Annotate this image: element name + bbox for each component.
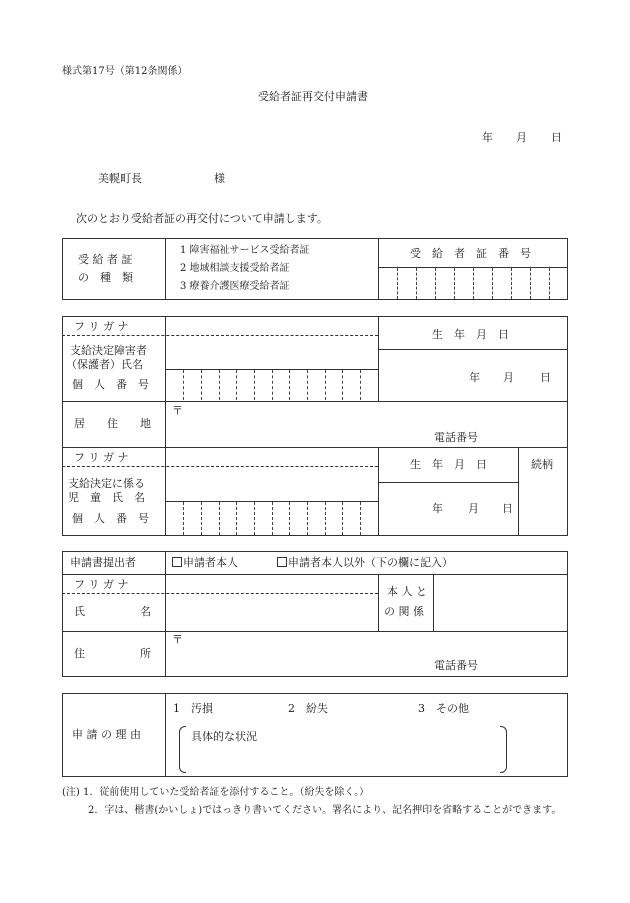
divider bbox=[62, 447, 568, 448]
submitter-option-self[interactable] bbox=[172, 557, 238, 568]
recipient-personal-number-label: 個 人 番 号 bbox=[72, 378, 149, 391]
digit-divider bbox=[360, 370, 361, 400]
relation-label-2: の 関 係 bbox=[384, 605, 424, 618]
divider bbox=[62, 401, 568, 402]
cert-type-option-3: 3 療養介護医療受給者証 bbox=[180, 281, 290, 292]
divider bbox=[378, 447, 379, 536]
note-1: (注) 1．従前使用していた受給者証を添付すること。（紛失を除く。） bbox=[62, 787, 370, 798]
residence-postal-mark: 〒 bbox=[172, 404, 183, 417]
form-number: 様式第17号（第12条関係） bbox=[62, 66, 188, 77]
digit-divider bbox=[307, 370, 308, 400]
digit-divider bbox=[219, 502, 220, 535]
recipient-birth-year: 年 bbox=[469, 371, 480, 384]
recipient-furigana-label: フ リ ガ ナ bbox=[74, 320, 129, 333]
reason-details-input[interactable] bbox=[188, 745, 496, 771]
child-furigana-label: フ リ ガ ナ bbox=[74, 451, 129, 464]
applicant-name-label: 氏 名 bbox=[74, 605, 151, 618]
digit-divider bbox=[307, 502, 308, 535]
digit-divider bbox=[201, 502, 202, 535]
cert-type-option-2: 2 地域相談支援受給者証 bbox=[180, 263, 290, 274]
applicant-postal-mark: 〒 bbox=[172, 633, 183, 646]
divider bbox=[518, 447, 519, 536]
divider bbox=[165, 551, 166, 677]
note-2: 2．字は、楷書(かいしょ)ではっきり書いてください。署名により、記名押印を省略することができます。 bbox=[88, 805, 562, 816]
cert-type-option-1: 1 障害福祉サービス受給者証 bbox=[180, 245, 310, 256]
digit-divider bbox=[236, 502, 237, 535]
divider bbox=[165, 693, 166, 777]
divider bbox=[165, 316, 166, 536]
divider bbox=[378, 316, 379, 401]
digit-divider bbox=[342, 502, 343, 535]
digit-divider bbox=[289, 370, 290, 400]
divider bbox=[62, 593, 378, 594]
divider bbox=[378, 482, 518, 483]
digit-divider bbox=[435, 268, 436, 299]
cert-number-label: 受 給 者 証 番 号 bbox=[410, 247, 531, 260]
divider bbox=[378, 574, 379, 631]
addressee-suffix: 様 bbox=[214, 172, 225, 185]
date-day-label: 日 bbox=[551, 131, 562, 144]
reason-option-other[interactable]: 3 その他 bbox=[418, 702, 469, 715]
form-title: 受給者証再交付申請書 bbox=[258, 90, 368, 103]
digit-divider bbox=[254, 370, 255, 400]
digit-divider bbox=[325, 502, 326, 535]
digit-divider bbox=[236, 370, 237, 400]
child-birth-year: 年 bbox=[432, 502, 443, 515]
reason-details-label: 具体的な状況 bbox=[191, 730, 257, 743]
divider bbox=[62, 574, 568, 575]
option-self-label: 申請者本人 bbox=[183, 556, 238, 569]
reason-label: 申 請 の 理 由 bbox=[72, 728, 141, 741]
addressee: 美幌町長 bbox=[98, 172, 142, 185]
reason-option-soiled[interactable]: 1 汚損 bbox=[173, 702, 213, 715]
divider bbox=[378, 238, 379, 300]
digit-divider bbox=[272, 502, 273, 535]
date-month-label: 月 bbox=[516, 131, 527, 144]
divider bbox=[62, 335, 378, 336]
child-birth-day: 日 bbox=[502, 502, 513, 515]
recipient-birth-month: 月 bbox=[503, 371, 514, 384]
digit-divider bbox=[183, 502, 184, 535]
divider bbox=[62, 631, 568, 632]
reason-option-lost[interactable]: 2 紛失 bbox=[288, 702, 328, 715]
child-birth-month: 月 bbox=[468, 502, 479, 515]
child-birth-label: 生 年 月 日 bbox=[410, 458, 487, 471]
checkbox-self[interactable] bbox=[172, 557, 182, 567]
residence-phone-label: 電話番号 bbox=[434, 431, 478, 444]
submitter-option-other[interactable] bbox=[277, 557, 453, 568]
digit-divider bbox=[416, 268, 417, 299]
date-year-label: 年 bbox=[482, 131, 493, 144]
digit-divider bbox=[254, 502, 255, 535]
digit-divider bbox=[549, 268, 550, 299]
digit-divider bbox=[530, 268, 531, 299]
digit-divider bbox=[289, 502, 290, 535]
applicant-address-label: 住 所 bbox=[74, 647, 151, 660]
divider bbox=[62, 466, 378, 467]
applicant-furigana-label: フ リ ガ ナ bbox=[74, 578, 129, 591]
intro-text: 次のとおり受給者証の再交付について申請します。 bbox=[76, 212, 328, 225]
residence-label: 居 住 地 bbox=[74, 417, 151, 430]
bracket-left bbox=[179, 726, 186, 773]
child-relationship-label: 続柄 bbox=[531, 458, 553, 471]
digit-divider bbox=[473, 268, 474, 299]
child-personal-number-label: 個 人 番 号 bbox=[72, 512, 149, 525]
digit-divider bbox=[342, 370, 343, 400]
digit-divider bbox=[183, 370, 184, 400]
submitter-label: 申請書提出者 bbox=[70, 556, 136, 569]
cert-type-label-1: 受 給 者 証 bbox=[78, 253, 133, 266]
bracket-right bbox=[500, 726, 507, 773]
cert-type-label-2: の 種 類 bbox=[78, 271, 133, 284]
digit-divider bbox=[454, 268, 455, 299]
applicant-phone-label: 電話番号 bbox=[434, 659, 478, 672]
digit-divider bbox=[219, 370, 220, 400]
digit-divider bbox=[492, 268, 493, 299]
recipient-birth-day: 日 bbox=[540, 371, 551, 384]
digit-divider bbox=[511, 268, 512, 299]
digit-divider bbox=[360, 502, 361, 535]
digit-divider bbox=[397, 268, 398, 299]
recipient-name-label-2: （保護者）氏名 bbox=[66, 358, 143, 371]
divider bbox=[165, 238, 166, 300]
divider bbox=[433, 574, 434, 631]
recipient-birth-label: 生 年 月 日 bbox=[432, 328, 509, 341]
divider bbox=[378, 349, 568, 350]
checkbox-other[interactable] bbox=[277, 557, 287, 567]
child-name-label-2: 児 童 氏 名 bbox=[68, 491, 145, 504]
digit-divider bbox=[272, 370, 273, 400]
recipient-name-label-1: 支給決定障害者 bbox=[70, 344, 147, 357]
child-name-label-1: 支給決定に係る bbox=[68, 477, 145, 490]
relation-label-1: 本 人 と bbox=[387, 585, 427, 598]
option-other-label: 申請者本人以外（下の欄に記入） bbox=[288, 556, 453, 569]
digit-divider bbox=[201, 370, 202, 400]
digit-divider bbox=[325, 370, 326, 400]
